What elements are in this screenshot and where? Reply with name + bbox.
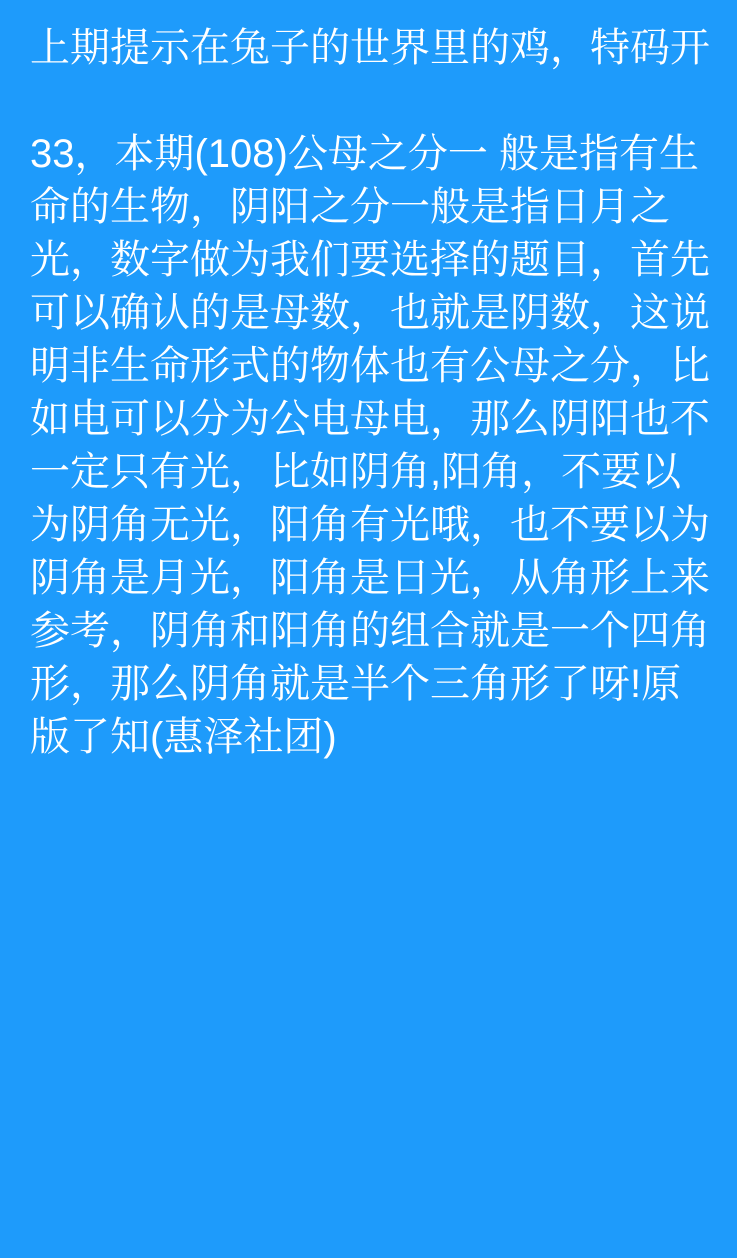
paragraph-body: 33，本期(108)公母之分一 般是指有生命的生物，阴阳之分一般是指日月之光，数字做为我们要选择的题目，首先可以确认的是母数，也就是阴数，这说明非生命形式的物体也有公母之分，比如电可以分为公电母电，那么阴阳也不一定只有光，比如阴角,阳角，不要以为阴角无光，阳角有光哦，也不要以为阴角是月光，阳角是日光，从角形上来参考，阴角和阳角的组合就是一个四角形，那么阴角就是半个三角形了呀!原版了知(惠泽社团) <box>30 132 710 759</box>
paragraph-spacer <box>30 75 711 128</box>
paragraph-intro: 上期提示在兔子的世界里的鸡，特码开 <box>30 26 710 70</box>
